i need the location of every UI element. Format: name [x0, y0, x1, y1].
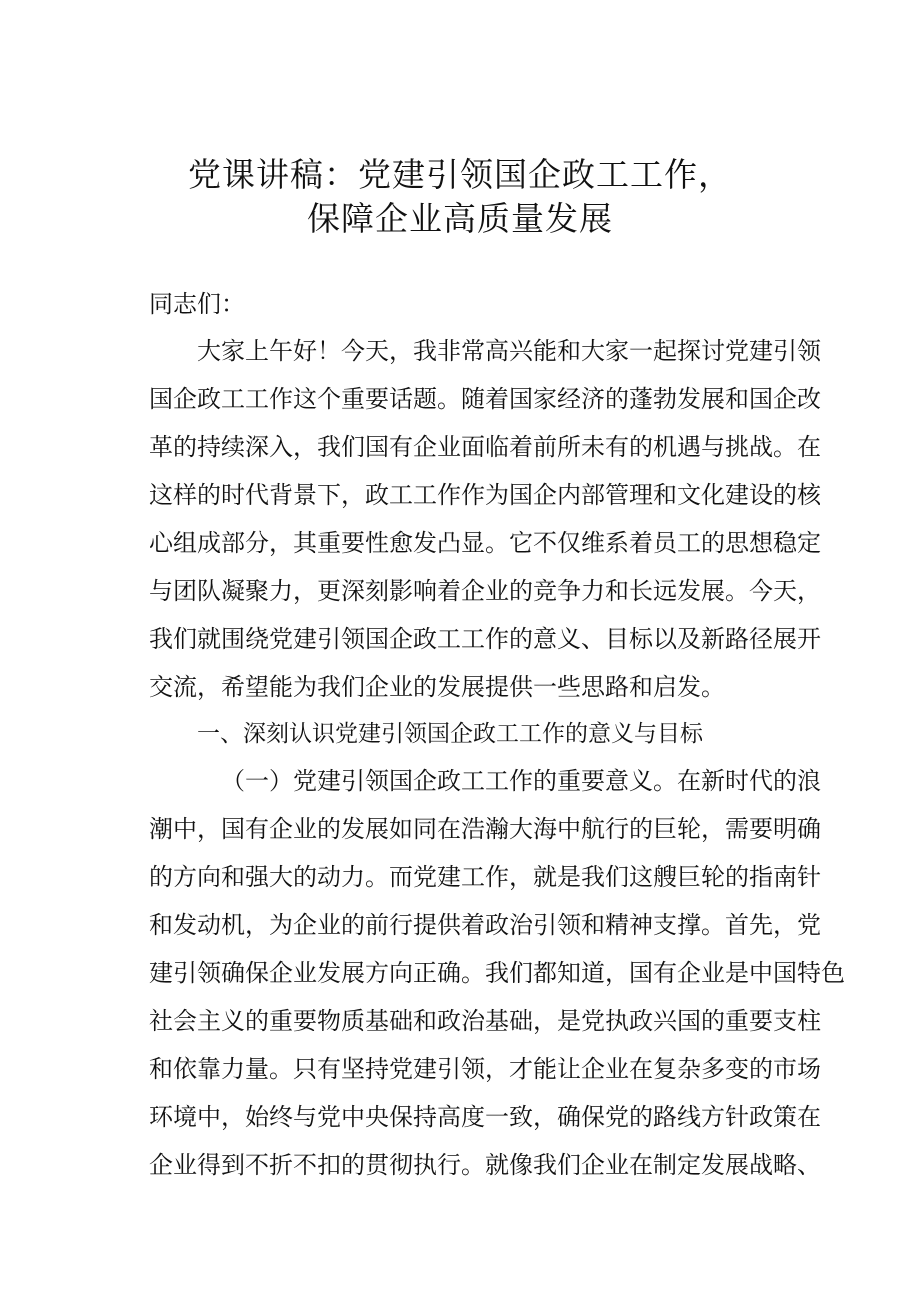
section1-line-9: 企业得到不折不扣的贯彻执行。就像我们企业在制定发展战略、: [149, 1151, 821, 1179]
intro-line-5: 心组成部分，其重要性愈发凸显。它不仅维系着员工的思想稳定: [149, 529, 821, 557]
document-title-line-1: 党课讲稿：党建引领国企政工工作，: [188, 155, 732, 194]
section1-line-6: 社会主义的重要物质基础和政治基础，是党执政兴国的重要支柱: [149, 1007, 821, 1035]
intro-line-3: 革的持续深入，我们国有企业面临着前所未有的机遇与挑战。在: [149, 433, 821, 461]
section1-line-4: 和发动机，为企业的前行提供着政治引领和精神支撑。首先，党: [149, 911, 821, 939]
section1-line-7: 和依靠力量。只有坚持党建引领，才能让企业在复杂多变的市场: [149, 1055, 821, 1083]
intro-line-1: 大家上午好！今天，我非常高兴能和大家一起探讨党建引领: [197, 337, 821, 365]
intro-line-4: 这样的时代背景下，政工工作作为国企内部管理和文化建设的核: [149, 481, 821, 509]
document-title-line-2: 保障企业高质量发展: [307, 199, 613, 238]
intro-line-2: 国企政工工作这个重要话题。随着国家经济的蓬勃发展和国企改: [149, 385, 821, 413]
section1-line-8: 环境中，始终与党中央保持高度一致，确保党的路线方针政策在: [149, 1103, 821, 1131]
section1-line-3: 的方向和强大的动力。而党建工作，就是我们这艘巨轮的指南针: [149, 863, 821, 891]
section1-line-5: 建引领确保企业发展方向正确。我们都知道，国有企业是中国特色: [149, 959, 845, 987]
section1-line-2: 潮中，国有企业的发展如同在浩瀚大海中航行的巨轮，需要明确: [149, 815, 821, 843]
section-heading: 一、深刻认识党建引领国企政工工作的意义与目标: [197, 721, 703, 747]
section1-line-1: （一）党建引领国企政工工作的重要意义。在新时代的浪: [221, 767, 821, 795]
intro-line-6: 与团队凝聚力，更深刻影响着企业的竞争力和长远发展。今天，: [149, 577, 821, 605]
salutation: 同志们：: [149, 290, 245, 318]
intro-line-8: 交流，希望能为我们企业的发展提供一些思路和启发。: [149, 673, 725, 701]
intro-line-7: 我们就围绕党建引领国企政工工作的意义、目标以及新路径展开: [149, 625, 821, 653]
